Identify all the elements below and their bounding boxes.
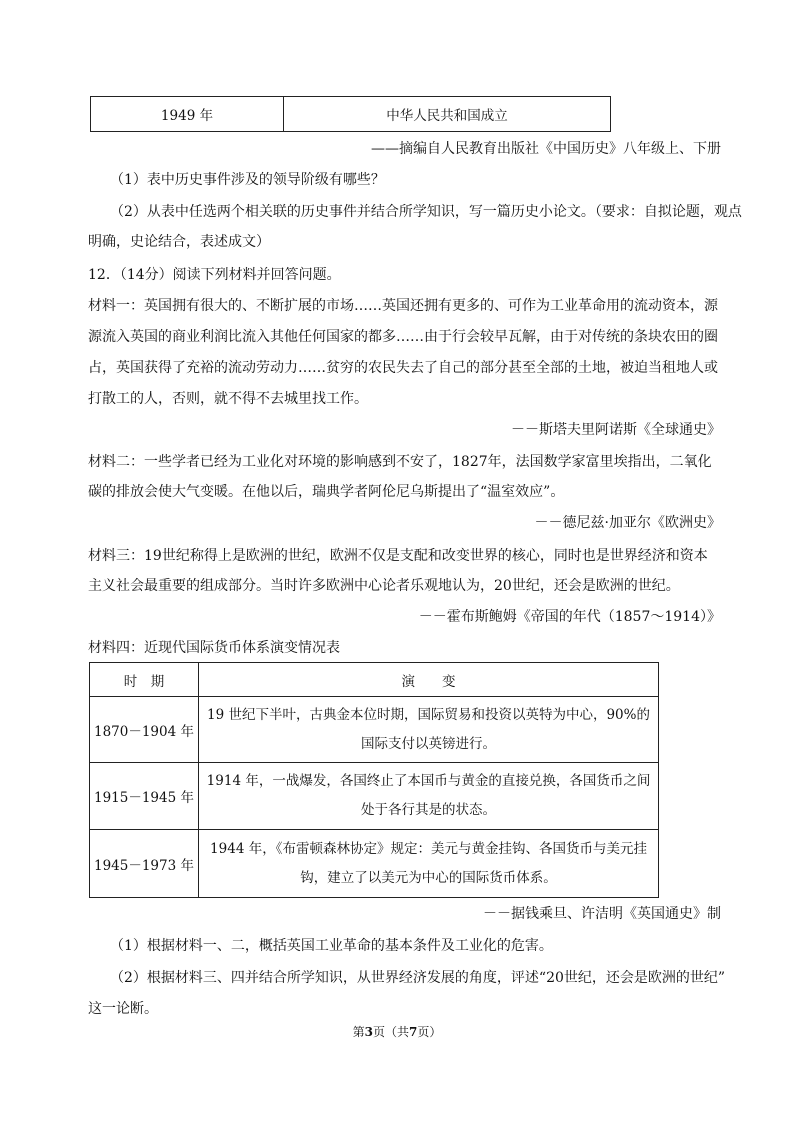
material-1-line-4: 打散工的人，否则，就不得不去城里找工作。 xyxy=(88,391,368,407)
table-row xyxy=(90,830,659,898)
material-1-source: －－斯塔夫里阿诺斯《全球通史》 xyxy=(511,422,721,438)
change-line-2: 处于各行其是的状态。 xyxy=(361,802,496,818)
year-cell: 1949 年 xyxy=(91,97,284,132)
table-header-row xyxy=(90,663,659,697)
material-1-line-3: 占，英国获得了充裕的流动劳动力……贫穷的农民失去了自己的部分甚至全部的土地，被迫当租地人或 xyxy=(88,360,718,376)
material-3-line-1: 材料三：19世纪称得上是欧洲的世纪，欧洲不仅是支配和改变世界的核心，同时也是世界经济和资本 xyxy=(88,548,708,564)
material-2-line-1: 材料二：一些学者已经为工业化对环境的影响感到不安了，1827年，法国数学家富里埃指出，二氧化 xyxy=(88,454,712,470)
q12-question-2-line-1: （2）根据材料三、四并结合所学知识，从世界经济发展的角度，评述“20世纪，还会是欧洲的世纪” xyxy=(110,970,726,986)
period-cell: 1945－1973 年 xyxy=(90,830,199,898)
change-cell xyxy=(199,763,659,830)
q11-question-2-line-2: 明确，史论结合，表述成文） xyxy=(88,234,270,250)
q11-question-1: （1）表中历史事件涉及的领导阶级有哪些？ xyxy=(110,172,385,188)
table-row xyxy=(90,763,659,830)
material-4-source: －－据钱乘旦、许洁明《英国通史》制 xyxy=(483,906,721,922)
material-3-source: －－霍布斯鲍姆《帝国的年代（1857～1914）》 xyxy=(418,609,721,625)
period-cell: 1915－1945 年 xyxy=(90,763,199,830)
header-change: 演 变 xyxy=(199,663,659,697)
material-1-line-1: 材料一：英国拥有很大的、不断扩展的市场……英国还拥有更多的、可作为工业革命用的流动资本，源 xyxy=(88,298,718,314)
event-cell: 中华人民共和国成立 xyxy=(284,97,611,132)
table-row xyxy=(90,697,659,763)
top-event-table xyxy=(90,96,611,132)
change-line-1: 1944 年，《布雷顿森林协定》规定：美元与黄金挂钩、各国货币与美元挂 xyxy=(210,840,647,857)
q12-question-2-line-2: 这一论断。 xyxy=(88,1001,158,1017)
page-footer xyxy=(0,1023,794,1040)
period-cell: 1870－1904 年 xyxy=(90,697,199,763)
material-2-line-2: 碳的排放会使大气变暖。在他以后，瑞典学者阿伦尼乌斯提出了“温室效应”。 xyxy=(88,484,565,500)
footer-page-number: 3 xyxy=(364,1025,373,1039)
table-row xyxy=(91,97,611,132)
material-4-title: 材料四：近现代国际货币体系演变情况表 xyxy=(88,640,340,656)
footer-mid: 页（共 xyxy=(372,1025,409,1039)
change-cell xyxy=(199,697,659,763)
material-1-line-2: 源流入英国的商业利润比流入其他任何国家的都多……由于行会较早瓦解，由于对传统的条块农田的圈 xyxy=(88,329,718,345)
q11-question-2-line-1: （2）从表中任选两个相关联的历史事件并结合所学知识，写一篇历史小论文。（要求：自拟论题，观点 xyxy=(110,204,742,220)
footer-total-pages: 7 xyxy=(409,1025,418,1039)
footer-suffix: 页） xyxy=(417,1025,442,1039)
material-2-source: －－德尼兹·加亚尔《欧洲史》 xyxy=(534,515,721,531)
change-line-2: 钩，建立了以美元为中心的国际货币体系。 xyxy=(300,869,557,886)
change-cell xyxy=(199,830,659,898)
q12-question-1: （1）根据材料一、二，概括英国工业革命的基本条件及工业化的危害。 xyxy=(110,938,553,954)
top-table-source: ——摘编自人民教育出版社《中国历史》八年级上、下册 xyxy=(371,141,721,157)
q12-header: 12．（14分）阅读下列材料并回答问题。 xyxy=(88,267,341,283)
material-3-line-2: 主义社会最重要的组成部分。当时许多欧洲中心论者乐观地认为，20世纪，还会是欧洲的世纪。 xyxy=(88,578,680,594)
header-period: 时 期 xyxy=(90,663,199,697)
change-line-1: 19 世纪下半叶，古典金本位时期，国际贸易和投资以英特为中心，90%的 xyxy=(207,706,650,723)
change-line-1: 1914 年，一战爆发，各国终止了本国币与黄金的直接兑换，各国货币之间 xyxy=(206,773,651,789)
footer-prefix: 第 xyxy=(352,1025,365,1039)
currency-system-table xyxy=(89,662,659,898)
change-line-2: 国际支付以英镑进行。 xyxy=(361,735,496,752)
